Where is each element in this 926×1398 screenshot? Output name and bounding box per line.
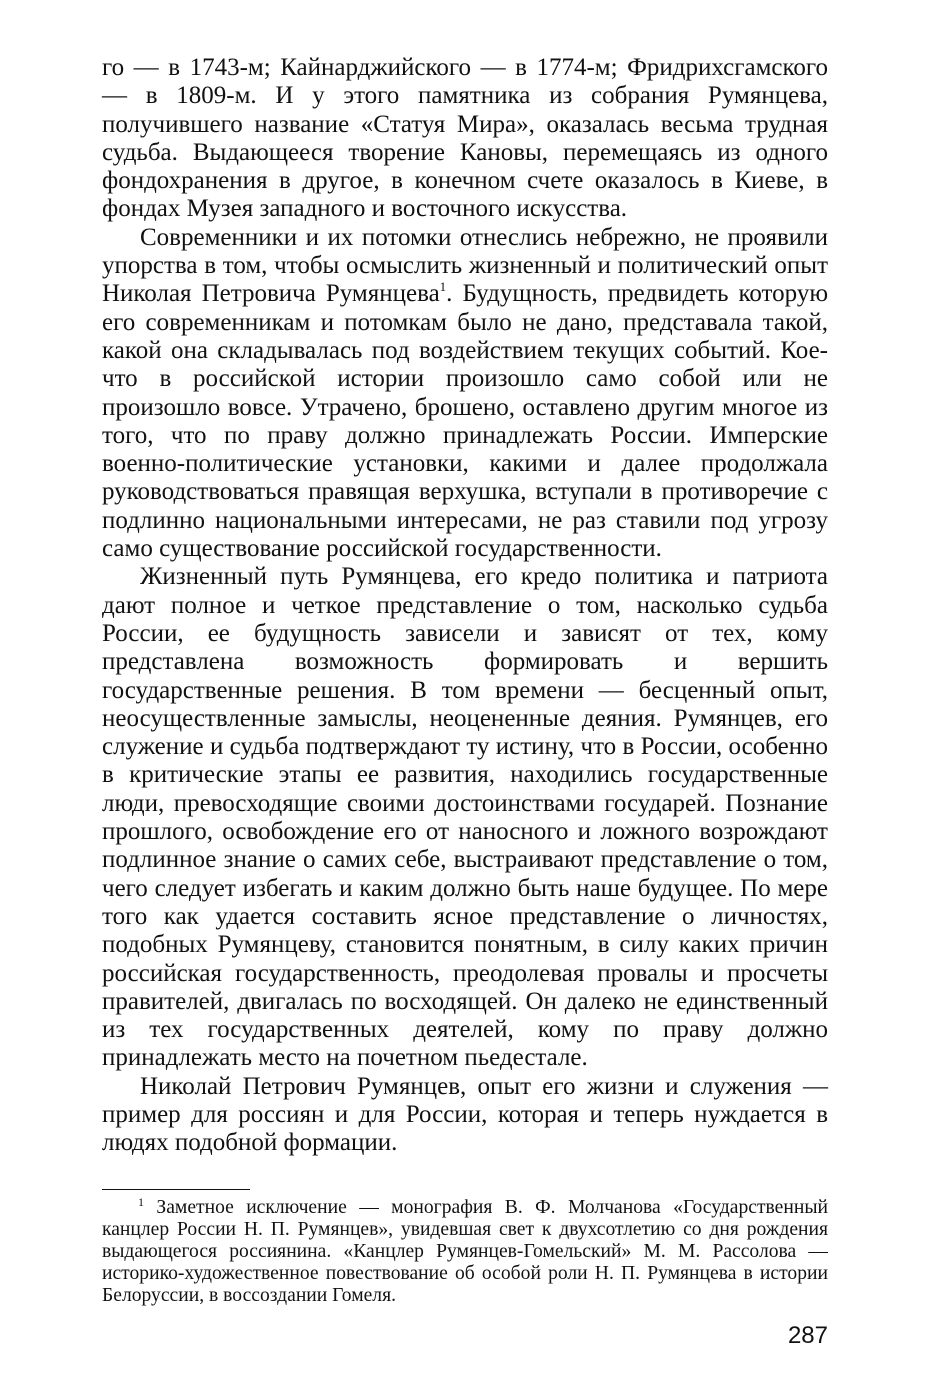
paragraph-3: Жизненный путь Румянцева, его кредо политика и патриота дают полное и четкое представление о том, насколько судьба России, ее будущность зависели и зависят от тех, кому представлена возможность формировать и вершить государственные решения. В том времени — бесценный опыт, неосуществленные замыслы, неоцененные деяния. Румянцев, его служение и судьба подтверждают ту истину, что в России, особенно в критические этапы ее развития, находились государственные люди, превосходящие своими достоинствами государей. Познание прошлого, освобождение его от наносного и ложного возрождают подлинное знание о самих себе, выстраивают представление о том, чего следует избегать и каким должно быть наше будущее. По мере того как удается составить ясное представление о личностях, подобных Румянцеву, становится понятным, в силу каких причин российская государственность, преодолевая провалы и просчеты правителей, двигалась по восходящей. Он далеко не единственный из тех государственных деятелей, кому по праву должно принадлежать место на почетном пьедестале.: [102, 563, 828, 1072]
paragraph-1: го — в 1743-м; Кайнарджийского — в 1774-м; Фридрихсгамского — в 1809-м. И у этого памятника из собрания Румянцева, получившего название «Статуя Мира», оказалась весьма трудная судьба. Выдающееся творение Кановы, перемещаясь из одного фондохранения в другое, в конечном счете оказалось в Киеве, в фондах Музея западного и восточного искусства.: [102, 54, 828, 223]
footnote-divider: [102, 1189, 250, 1190]
footnote-text: Заметное исключение — монография В. Ф. Молчанова «Государственный канцлер России Н. П. Румянцев», увидевшая свет к двухсотлетию со дня рождения выдающегося россиянина. «Канцлер Румянцев-Гомельский» М. М. Рассолова — историко-художественное повествование об особой роли Н. П. Румянцева в истории Белоруссии, в воссоздании Гомеля.: [102, 1197, 828, 1306]
page-number: 287: [787, 1322, 828, 1349]
paragraph-2: Современники и их потомки отнеслись небрежно, не проявили упорства в том, чтобы осмыслить жизненный и политический опыт Николая Петровича Румянцева$^1$. Будущность, предвидеть которую его современникам и потомкам было не дано, представала такой, какой она складывалась под воздействием текущих событий. Кое-что в российской истории произошло само собой или не произошло вовсе. Утрачено, брошено, оставлено другим многое из того, что по праву должно принадлежать России. Имперские военно-политические установки, какими и далее продолжала руководствоваться правящая верхушка, вступали в противоречие с подлинно национальными интересами, не раз ставили под угрозу само существование российской государственности.: [102, 223, 828, 563]
footnote-marker: 1: [138, 1195, 144, 1209]
footnote-reference: 1: [439, 279, 447, 295]
page-body: [102, 54, 828, 1158]
paragraph-2-continuation: Будущность, предвидеть которую его современникам и потомкам было не дано, представала такой, какой она складывалась под воздействием текущих событий. Кое-что в российской истории произошло само собой или не произошло вовсе. Утрачено, брошено, оставлено другим многое из того, что по праву должно принадлежать России. Имперские военно-политические установки, какими и далее продолжала руководствоваться правящая верхушка, вступали в противоречие с подлинно национальными интересами, не раз ставили под угрозу само существование российской государственности.: [102, 280, 828, 563]
paragraph-4: Николай Петрович Румянцев, опыт его жизни и служения — пример для россиян и для России, которая и теперь нуждается в людях подобной формации.: [102, 1072, 828, 1157]
footnote: [102, 1197, 828, 1307]
main-text: [102, 54, 828, 1158]
paragraph-2-text: Современники и их потомки отнеслись небрежно, не проявили упорства в том, чтобы осмыслить жизненный и политический опыт Николая Петровича Румянцева: [102, 223, 828, 308]
